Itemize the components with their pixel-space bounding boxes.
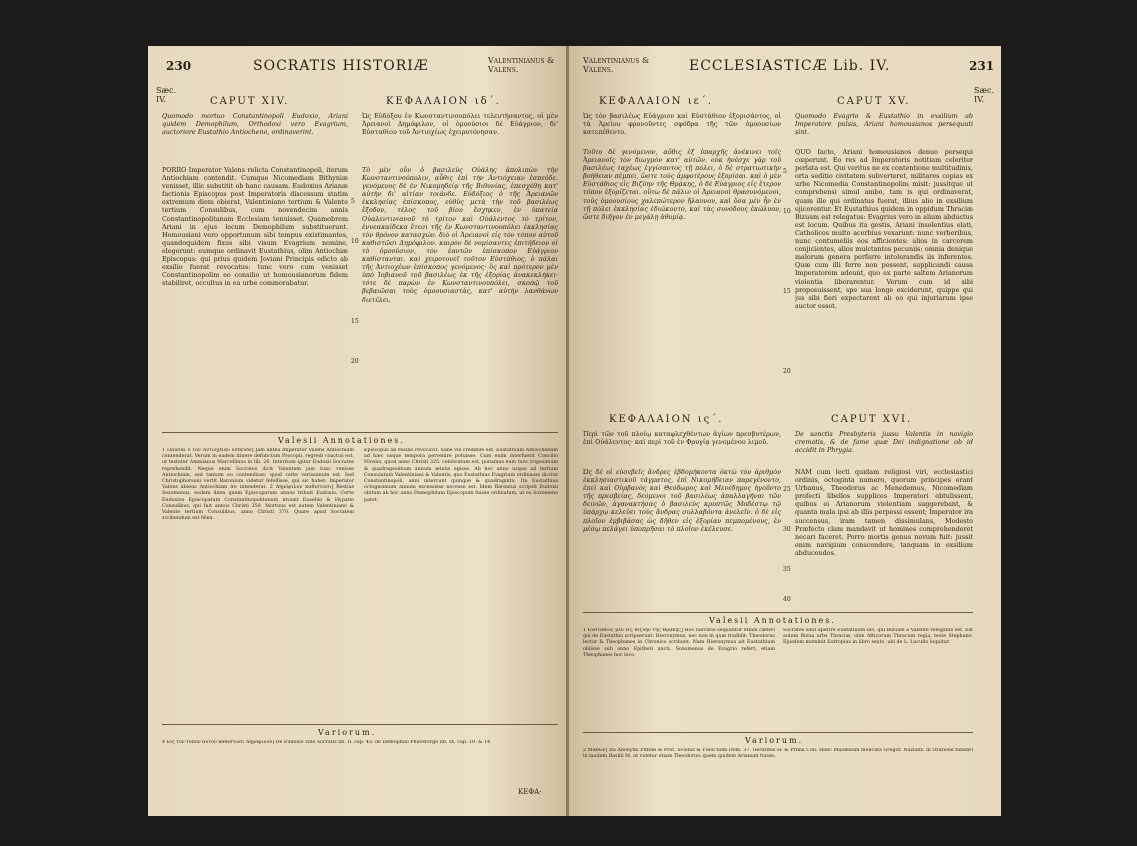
century-sidenote: Sæc. IV. xyxy=(974,86,995,104)
divider xyxy=(583,612,973,613)
page-number: 231 xyxy=(969,59,995,73)
line-number: 30 xyxy=(783,526,791,533)
running-subtitle: Valentinianus & Valens. xyxy=(488,56,555,74)
chapter-heading-latin: CAPUT XIV. xyxy=(210,96,290,107)
line-number: 5 xyxy=(351,198,355,205)
chapter-body-latin: QUO facto, Ariani homousianos denuo persequi cœperunt. Eo res ad Imperatoris notitiam celeriter perlata est. Qui veritus ne ex contentione multitudinis, orta seditio civitatem subverteret, militares copias ex urbe Nicomedia Constantinopolim misit: jussitque ut comprehensi simul ambo, tam is qui ordinaverat, quam ille qui ordinatus fuerat, illius alio in exsilium ejicerentur. Et Eustathius quidem in oppidum Thraciæ Bizuam est relegatus: Evagrius vero in alium abductus est locum. Quibus ita gestis, Ariani insolentius elati, Catholicos multo acerbius vexarunt: nunc verberibus, nunc contumeliis eos afficientes: alios in carcerem conjicientes, alios mulctantes pecuniis: omnia denique malorum genera perferre intolerandis iis inferentes. Quæ cum illi ferre non possent, supplicandi causa Imperatorem adeunt, quo ex parte saltem Arianorum violentia liberarentur. Verum cum id sibi proposuissent, spe sua longe exciderunt, quippe qui jus sibi fieri expectarent ab eo qui injuriarum ipse auctor esset. xyxy=(795,148,973,310)
chapter-body-latin: NAM cum lecti quidam religiosi viri, ecclesiastici ordinis, octoginta numero, quorum principes erant Urbanus, Theodorus ac Menedemus, Nicomediam profecti libellos supplices Imperatori obtulissent, quibus ei Arianorum violentiam suggerebant, & quanta mala ipsi ab illis perpessi essent; Imperator ira succensus, iram tamen dissimulans, Modesto Præfecto clam mandavit ut homines comprehenderet necari faceret. Porro mortis genus novum fuit: jussit enim navigium conscendere, tanquam in exsilium abducendos. xyxy=(795,468,973,557)
chapter-body-latin: PORRO Imperator Valens relicta Constantinopoli, iterum Antiochiam contendit. Cumque Nicomediam Bithyniæ venisset, illic substitit ob hanc causam. Eudoxius Arianæ factionis Episcopus post Imperatoris discessum statim extremum diem obierat, Valentiniano tertium & Valente tertium Consulibus, cum novendecim annis Constantinopolitanam Ecclesiam tenuisset. Quamobrem Ariani in ejus locum Demophilum substituerunt. Homousiani vero opportunum sibi tempus existimantes, quandoquidem fixus sibi visum Evagrium nomine, elegerunt: eumque ordinavit Eustathius, olim Antiochiæ Episcopus: qui prius quidem Joviani Principis edicto ab exsilio fuerat revocatus: tunc vero cum venisset Constantinopolim eo consilio ut homousianorum fidem stabiliret, occultus in ea urbe commorabatur. xyxy=(162,166,348,288)
line-number: 35 xyxy=(783,566,791,573)
notes-heading: Valesii Annotationes. xyxy=(278,436,405,445)
line-number: 20 xyxy=(351,358,359,365)
line-number: 10 xyxy=(351,238,359,245)
variorum-heading: Variorum. xyxy=(745,736,804,745)
chapter-summary-latin: Quomodo mortuo Constantinopoli Eudoxio, Ariani quidem Demophilum, Orthodoxi vero Evagrium, auctoriore Eustathio Antiocheno, ordinaverint. xyxy=(162,112,348,137)
chapter-summary-greek: Ὡς τὸν βασιλέως Εὐάγριον καὶ Εὐστάθιον ἐξορισάντος, οἱ τὰ Ἀρείου φρονοῦντες σφόδρα τῆς τῶν ὁμοουσίων κατεπέθεντο. xyxy=(583,112,781,137)
chapter-heading-latin: CAPUT XVI. xyxy=(831,414,913,425)
notes-column-left: 1 Παῦσαι ὁ τὸν Ἀντιόχειαν ἐσπεύδε] Jam antea Imperator Valens Antiochiam contenderat. Verum in eadem itinere defunctum Procopii, regredi coactus est, ut testatur Ammianus Marcellinus in lib. 26. Interitum igitur Eudoxii Socrates reprehendit. Neque enim Socrates dicit Valentem jam tunc venisse Antiochiam, sed tantum eo contendisse, quod certe verissimum est. Sed Christophorsoni vertit Baronium videtur fefellisse, qui sic habet: Imperator Valens abiens Antiochiam ire intenderat. 2 Δημόφιλον καθιστῶσι] Restius Sozomenus, eodem diem quem Episcoporum annos tribuit Eudoxio. Certe Eudoxius Episcopatum Constantinopolitanum invasit Eusebio & Hypatio Consulibus, qui fuit annus Christi 359. Mortuus est autem Valentiniano & Valente tertium Consulibus, anno Christi 370. Quare apud Socratem scribendum est δέκα. xyxy=(162,448,354,522)
chapter-body-greek: Τοῦτο δὲ γενόμενον, αὖθις ἐξ ὑπαρχῆς ἀνέκινει τοῖς Ἀρειανοῖς τὸν διωγμὸν κατ' αὐτῶν. οὐκ ἠνέσχε γὰρ τοῦ βασιλέως ταχέως ἐγγίσαντος τῇ πόλει, ὁ δὲ στρατιωτικὴν βοήθειαν πέμπει, ὥστε τοὺς ἀμφοτέρους ἐξορίσαι. καὶ ὁ μὲν Εὐστάθιος εἰς Βιζύην τῆς Θρᾴκης, ὁ δὲ Εὐάγριος εἰς ἕτερον τόπον ἐξορίζεται. οὕτω δὲ πάλιν οἱ Ἀρειανοὶ θρασυνόμενοι, τοὺς ὁμοουσίους χαλεπώτερον ἤλαυνον, καὶ ὅσα μὲν ἦν ἐν τῇ πόλει ἐκκλησίας ἐδιώκοντο, καὶ τὰς συνόδους ἐκώλυον, ὥστε διῆγον ἐν μεγάλῃ ἀθυμίᾳ. xyxy=(583,148,781,221)
notes-heading: Valesii Annotationes. xyxy=(709,616,836,625)
chapter-body-greek: Τὸ μὲν οὖν ὁ βασιλεὺς Οὐάλης ἀπολιπὼν τὴν Κωνσταντινούπολιν, αὖθις ἐπὶ τὴν Ἀντιόχειαν ἐσπεύδε. γενόμενος δὲ ἐν Νικομηδείᾳ τῆς Βιθυνίας, ἐπεσχέθη κατ' αὐτὴν δι' αἰτίαν τοιάνδε. Εὐδόξιος ὁ τῆς Ἀρειανῶν ἐκκλησίας ἐπίσκοπος, εὐθὺς μετὰ τὴν τοῦ βασιλέως ἔξοδον, τέλος τοῦ βίου ἔσχηκεν, ἐν ὑπατείᾳ Οὐαλεντινιανοῦ τὸ τρίτον καὶ Οὐάλεντος τὸ τρίτον, ἐννεακαίδεκα ἔτεσι τῆς ἐν Κωνσταντινουπόλει ἐκκλησίας τὸν θρόνον κατασχών. διὸ οἱ Ἀρειανοὶ εἰς τὸν τόπον αὐτοῦ καθιστῶσι Δημόφιλον. καιρὸν δὲ νομίσαντες ἐπιτήδειον οἱ τὸ ὁμοούσιον, τὸν ἑαυτῶν ἐπίσκοπον Εὐάγριον καθίστανται. καὶ χειροτονεῖ τοῦτον Εὐστάθιος, ὁ πάλαι τῆς Ἀντιοχέων ἐπίσκοπος γενόμενος· ὃς καὶ πρότερον μὲν ὑπὸ Ἰοβιανοῦ τοῦ βασιλέως ἐκ τῆς ἐξορίας ἀνακεκλήκει· τότε δὲ παρὼν ἐν Κωνσταντινουπόλει, σκοπῷ τοῦ βεβαιῶσαι τοὺς ὁμοουσιαστὰς, κατ' αὐτὴν λανθάνων διετέλει. xyxy=(362,166,558,304)
page-number: 230 xyxy=(166,59,192,73)
running-title: SOCRATIS HISTORIÆ xyxy=(253,58,429,74)
variorum-heading: Variorum. xyxy=(318,728,377,737)
chapter-summary-greek: Ὡς Εὐδόξου ἐν Κωνσταντινουπόλει τελευτήσαντος, οἱ μὲν Ἀρειανοὶ Δημόφιλον, οἱ ὁμοούσιοι δὲ Εὐάγριον, δι' Εὐσταθίου τοῦ Ἀντιοχέως ἐχειροτόνησαν. xyxy=(362,112,558,137)
divider xyxy=(162,432,558,433)
divider xyxy=(162,724,558,725)
chapter-summary-greek: Περὶ τῶν τοῦ πλοίῳ καταφλεχθέντων ἀγίων πρεσβυτέρων, ἐπὶ Οὐάλεντος· καὶ περὶ τοῦ ἐν Φρυγίᾳ γενομένου λιμοῦ. xyxy=(583,430,781,447)
century-sidenote: Sæc. IV. xyxy=(156,86,177,104)
chapter-summary-latin: De sanctis Presbyteris jussu Valentis in navigio crematis, & de fame quæ Dei indignatione ob id accidit in Phrygia. xyxy=(795,430,973,455)
left-page xyxy=(148,46,568,816)
chapter-heading-greek: ΚΕΦΑΛΑΙΟΝ ις΄. xyxy=(609,414,724,425)
chapter-body-greek: Ὡς δὲ οἱ εὐσεβεῖς ἄνδρες ἑβδομήκοντα ὀκτὼ τὸν ἀριθμὸν ἐκκλησιαστικοῦ τάγματος, ἐπὶ Νικομήδειαν παρεγένοντο, ἐπεὶ καὶ Οὐρβανὸς καὶ Θεόδωρος καὶ Μενέδημος ἡγοῦντο τῆς πρεσβείας, δεόμενοι τοῦ βασιλέως ἀπαλλαγῆναι τῶν δεινῶν, ἀγανακτήσας ὁ βασιλεὺς κρυπτῶς Μοδέστῳ τῷ ὑπάρχῳ κελεύει τοὺς ἄνδρας συλλαβόντα ἀνελεῖν. ὁ δὲ εἰς πλοῖον ἐμβιβάσας ὡς δῆθεν εἰς ἐξορίαν πεμπομένους, ἐν μέσῳ πελάγει ὑποπρῆσαι τὸ πλοῖον ἐκέλευσε. xyxy=(583,468,781,533)
variorum-notes: 4 Εἰς τὸν τόπον αὐτοῦ καθιστῶσι Δημόφιλον] De Eudoxio vide Socratis lib. II. cap. 42. de Demophilo Philostorgii lib. IX. cap. 10. & 14. xyxy=(162,740,492,745)
line-number: 15 xyxy=(783,288,791,295)
chapter-heading-greek: ΚΕΦΑΛΑΙΟΝ ιδ΄. xyxy=(386,96,501,107)
running-subtitle: Valentinianus & Valens. xyxy=(583,56,650,74)
divider xyxy=(583,732,973,733)
line-number: 25 xyxy=(783,486,791,493)
chapter-heading-greek: ΚΕΦΑΛΑΙΟΝ ιε΄. xyxy=(599,96,713,107)
chapter-summary-latin: Quomodo Evagrio & Eustathio in exsilium ab Imperatore pulsis, Ariani homousianos persequuti sint. xyxy=(795,112,973,137)
chapter-heading-latin: CAPUT XV. xyxy=(837,96,911,107)
line-number: 40 xyxy=(783,596,791,603)
catchword: ΚΕΦΑ- xyxy=(518,788,542,796)
line-number: 15 xyxy=(351,318,359,325)
variorum-notes: 2 Μαθὼν] Ita Anonymi Pithœi & Prot. Scodus & Fuloi tomi Dom. 37. Gerardus H. & Prima Coll. Hanc Maldelium melicata Gregor. Nazianz. in Oratione funebri in laudem Basilii M. ut videtur etiam Theodorus: quem quidem Arianum fuisse. xyxy=(583,748,973,760)
notes-column-left: 1 Εὐστάθιος μὲν εἰς Βιζύην τῆς Θρᾴκης] Hoc narratio sequuntur etiam cæteri qui de Eustathio scripserunt: Hieronymus, nec non in quæ tradidit: Theodorus lector & Theophanes in Chronico scribunt. Nam Hieronymus ait Eustathium obiisse sub anno Epitheti uncti. Sozomenus de Evagrio refert, etiam Theophanes hoc loco. xyxy=(583,628,775,658)
notes-column-right: Episcopus ab exsilio revocavit. Sane vix credibile est, Eustathium Antiochenum ad hæc usque tempora pervenire potuisse. Cum enim interfuerit Concilio Niceno, quod anno Christi 325. celebratum est, ponamus eum tunc trigesimum & quadragesimum annum ætatis egisse. Ab hoc anno usque ad tertium Consulatum Valentiniani & Valentis, quo Eustathius Evagrium ordinasse dicitur Constantinopoli, anni intercunt quinque & quadraginta. Ita Eustathius octogesimum annum excessisse necesse est. Idem Baronius scripsit Eudoxii obitum ab hoc anno Demophilum Episcopum fuisse ordinatum, ut ex Sozomeno patet. xyxy=(364,448,558,503)
right-page xyxy=(569,46,1001,816)
line-number: 20 xyxy=(783,368,791,375)
line-number: 5 xyxy=(783,168,787,175)
notes-column-right: Socrates sinit aperire Eustathium illo, qui Bizuam a Valente relegatus est. Est autem Bizua urbs Thraciæ, olim Afticorum Thracum regia, teste Stephano. Ejusdem meminit Eutropius in libro sexto, ubi de L. Lucullo loquitur. xyxy=(783,628,973,646)
line-number: 10 xyxy=(783,208,791,215)
running-title: ECCLESIASTICÆ Lib. IV. xyxy=(689,58,891,74)
